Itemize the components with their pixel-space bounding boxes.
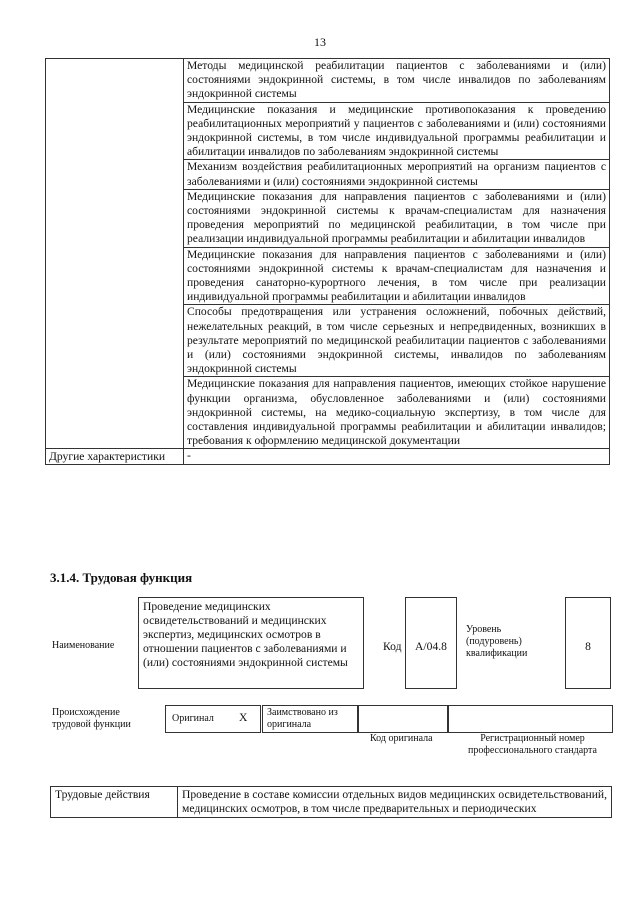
original-cell: [165, 705, 261, 733]
level-value: 8: [585, 640, 591, 653]
code-box: [405, 597, 457, 689]
table-row: [46, 59, 610, 103]
row-content: Методы медицинской реабилитации пациентов с заболеваниями и (или) состояниями эндокринной системы, в том числе инвалидов по заболеваниям эндокринной системы: [184, 59, 610, 103]
reg-number-caption: Регистрационный номер профессионального стандарта: [468, 733, 597, 756]
actions-label: Трудовые действия: [51, 787, 178, 818]
code-original-cell: [358, 705, 448, 733]
borrowed-cell: [262, 705, 358, 733]
row-label: Другие характеристики: [46, 449, 184, 465]
row-content: Механизм воздействия реабилитационных мероприятий на организм пациентов с заболеваниями и (или) состояниями эндокринной системы: [184, 160, 610, 189]
row-content: Медицинские показания для направления пациентов с заболеваниями и (или) состояниями эндокринной системы к врачам-специалистам для назначения и проведения санаторно-курортного лечения, в том числе при реализации индивидуальной программы реабилитации и абилитации инвалидов: [184, 247, 610, 305]
code-label: Код: [383, 640, 402, 653]
original-label: Оригинал: [172, 713, 214, 724]
row-content: Медицинские показания и медицинские противопоказания к проведению реабилитационных мероприятий у пациентов с заболеваниями и (или) состояниями эндокринной системы, в том числе индивидуальной программы реабилитации и абилитации инвалидов по заболеваниям эндокринной системы: [184, 102, 610, 160]
code-original-caption: Код оригинала: [370, 733, 433, 744]
level-box: [565, 597, 611, 689]
row-content: Медицинские показания для направления пациентов с заболеваниями и (или) состояниями эндокринной системы к врачам-специалистам для назначения проведения мероприятий по медицинской реабилитации, в том числе при реализации индивидуальной программы реабилитации и абилитации инвалидов: [184, 189, 610, 247]
table-row: [51, 787, 612, 818]
original-mark: X: [239, 711, 248, 724]
table-row: [46, 449, 610, 465]
requirements-table: [45, 58, 610, 465]
borrowed-label: Заимствовано из оригинала: [267, 707, 338, 730]
actions-value: Проведение в составе комиссии отдельных видов медицинских освидетельствований, медицинских осмотров, в том числе предварительных и периодических: [178, 787, 612, 818]
origin-label: Происхождение трудовой функции: [52, 707, 131, 730]
page-number: 13: [314, 35, 326, 49]
reg-number-cell: [448, 705, 613, 733]
function-name-value: Проведение медицинских освидетельствований и медицинских экспертиз, медицинских осмотров в отношении пациентов с заболеваниями и (или) состояниями эндокринной системы: [143, 600, 348, 669]
row-content: Способы предотвращения или устранения осложнений, побочных действий, нежелательных реакций, в том числе серьезных и непредвиденных, возникших в результате мероприятий по медицинской реабилитации пациентов с заболеваниями и (или) состояниями эндокринной системы, инвалидов по заболеваниям эндокринной системы: [184, 305, 610, 377]
level-label: Уровень (подуровень) квалификации: [466, 624, 528, 659]
section-title: 3.1.4. Трудовая функция: [50, 570, 193, 585]
row-content: -: [184, 449, 610, 465]
code-value: А/04.8: [415, 640, 447, 653]
actions-table: [50, 786, 612, 818]
row-content: Медицинские показания для направления пациентов, имеющих стойкое нарушение функции организма, обусловленное заболеваниями и (или) состояниями эндокринной системы, на медико-социальную экспертизу, в том числе для составления индивидуальной программы реабилитации и абилитации инвалидов; требования к оформлению медицинской документации: [184, 377, 610, 449]
name-label: Наименование: [52, 640, 115, 651]
row-label: [46, 59, 184, 449]
function-name-box: [138, 597, 364, 689]
